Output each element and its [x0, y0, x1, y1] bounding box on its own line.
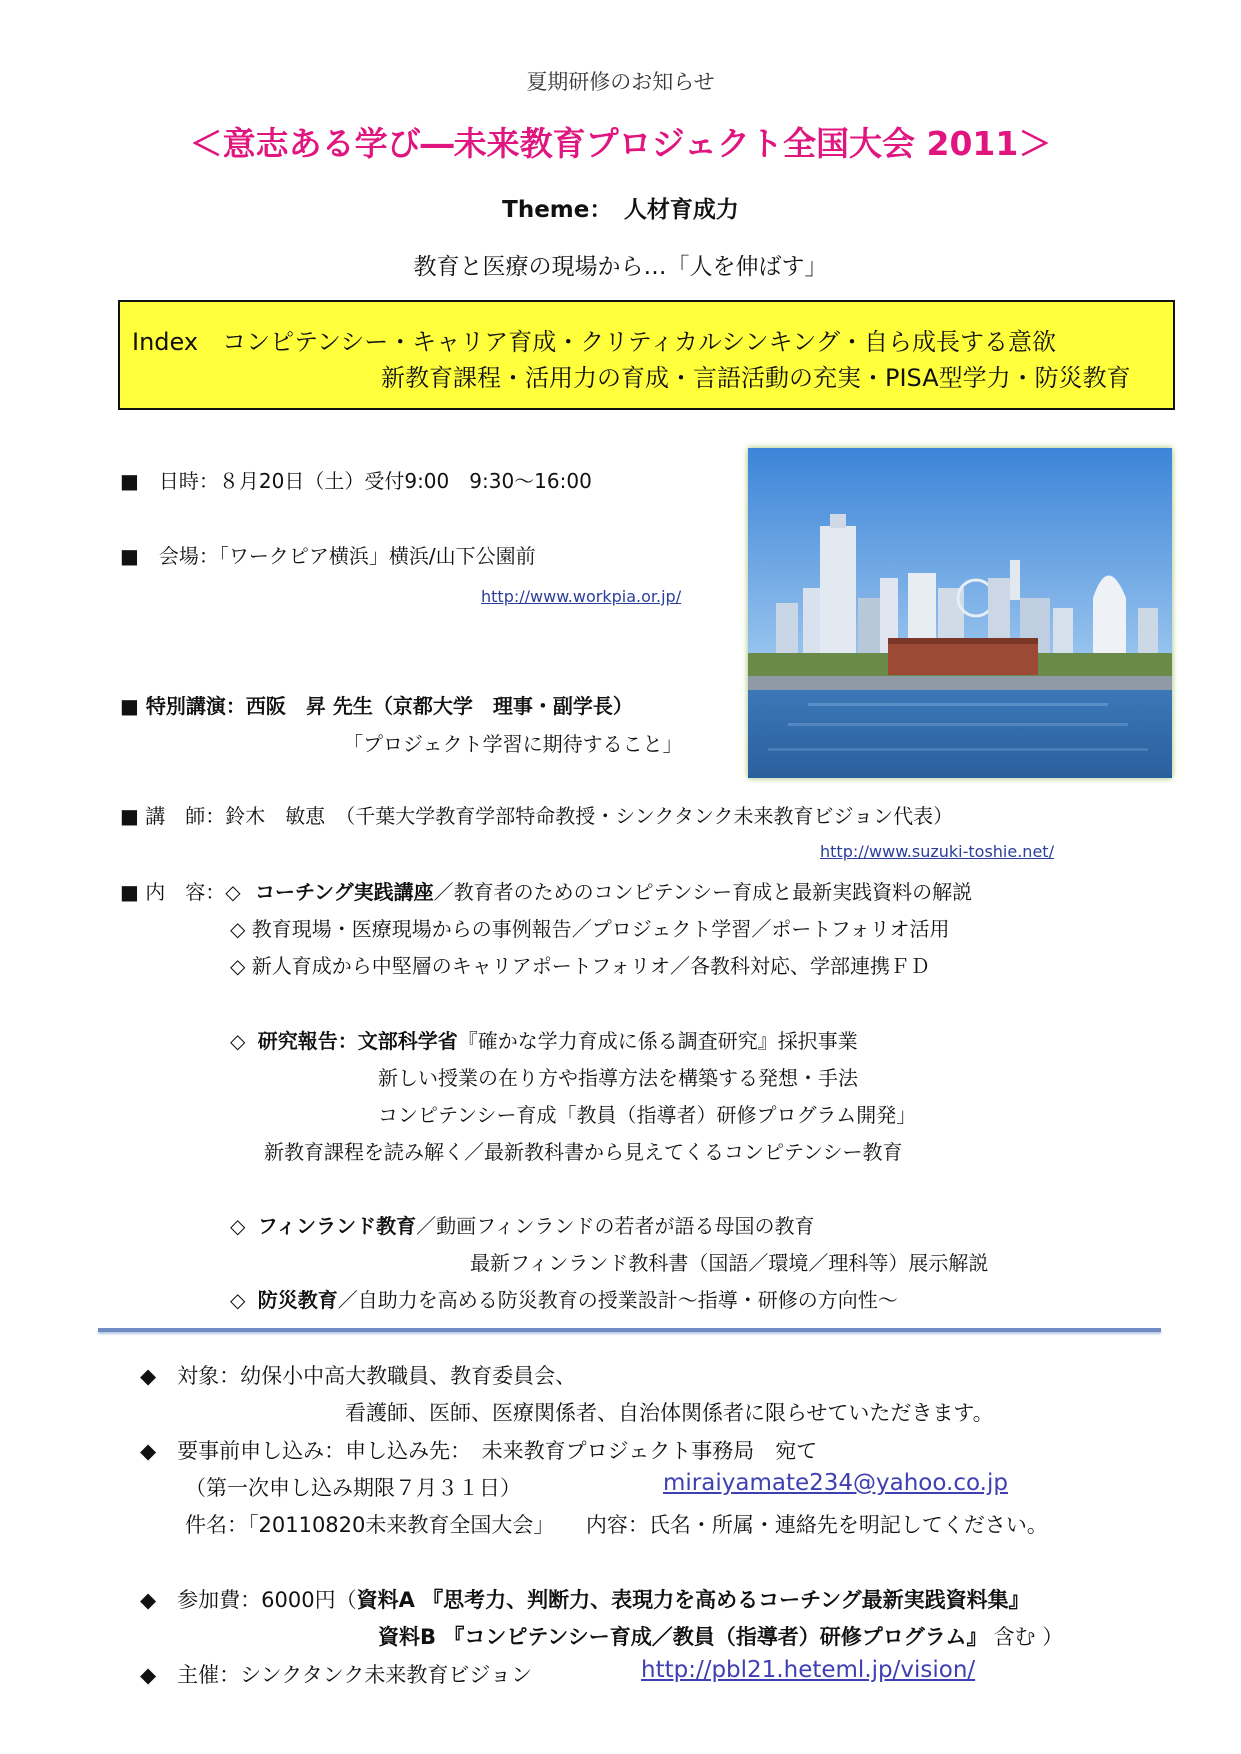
content-row-10 — [230, 1284, 898, 1313]
content-8-mark: ◇ — [230, 1214, 246, 1238]
content-label: ■ 内 容：◇ — [120, 880, 241, 904]
content-row-9: 最新フィンランド教科書（国語／環境／理科等）展示解説 — [470, 1251, 989, 1275]
lecturer-link[interactable]: http://www.suzuki-toshie.net/ — [820, 842, 1054, 861]
email-subject-instructions: 件名：「20110820未来教育全国大会」 内容：氏名・所属・連絡先を明記してください。 — [185, 1513, 1048, 1537]
fee-material-b: 資料B 『コンピテンシー育成／教員（指導者）研修プログラム』 — [378, 1625, 988, 1649]
contact-email-link[interactable]: miraiyamate234@yahoo.co.jp — [663, 1470, 1008, 1496]
subtitle: 教育と医療の現場から…「人を伸ばす」 — [413, 254, 828, 280]
organizer-link[interactable]: http://pbl21.heteml.jp/vision/ — [641, 1657, 976, 1683]
venue-link[interactable]: http://www.workpia.or.jp/ — [481, 587, 682, 606]
content-10-text: ／自助力を高める防災教育の授業設計〜指導・研修の方向性〜 — [337, 1288, 898, 1312]
content-10-heading: 防災教育 — [257, 1288, 338, 1312]
special-lecture-title: 「プロジェクト学習に期待すること」 — [343, 732, 683, 756]
fee-prefix: ◆ 参加費：6000円（ — [140, 1588, 357, 1612]
fee-line-1 — [140, 1584, 1030, 1614]
notice-kicker: 夏期研修のお知らせ — [526, 70, 715, 94]
content-row-8 — [230, 1210, 815, 1239]
yokohama-skyline-photo — [748, 448, 1172, 778]
event-title: ＜意志ある学び―未来教育プロジェクト全国大会 2011＞ — [189, 124, 1052, 163]
datetime: ■ 日時：８月20日（土）受付9:00 9:30〜16:00 — [120, 469, 592, 493]
content-row-1 — [120, 876, 972, 905]
section-divider — [98, 1328, 1161, 1332]
content-row-3: ◇ 新人育成から中堅層のキャリアポートフォリオ／各教科対応、学部連携ＦＤ — [230, 954, 930, 978]
content-row-6: コンピテンシー育成「教員（指導者）研修プログラム開発」 — [378, 1103, 917, 1127]
special-lecture: ■ 特別講演：西阪 昇 先生（京都大学 理事・副学長） — [120, 694, 633, 718]
application-deadline: （第一次申し込み期限７月３１日） — [185, 1476, 521, 1500]
organizer: ◆ 主催：シンクタンク未来教育ビジョン — [140, 1663, 532, 1687]
content-row-7: 新教育課程を読み解く／最新教科書から見えてくるコンピテンシー教育 — [264, 1140, 903, 1164]
content-row-4 — [230, 1025, 858, 1054]
content-row-5: 新しい授業の在り方や指導方法を構築する発想・手法 — [378, 1066, 858, 1090]
lecturer: ■ 講 師：鈴木 敏恵 （千葉大学教育学部特命教授・シンクタンク未来教育ビジョン代表） — [120, 804, 954, 828]
content-10-mark: ◇ — [230, 1288, 246, 1312]
target-audience-2: 看護師、医師、医療関係者、自治体関係者に限らせていただきます。 — [345, 1401, 994, 1425]
content-row-2: ◇ 教育現場・医療現場からの事例報告／プロジェクト学習／ポートフォリオ活用 — [230, 917, 950, 941]
content-4-mark: ◇ — [230, 1029, 246, 1053]
fee-includes: 含む ） — [993, 1625, 1064, 1649]
content-4-heading: 研究報告：文部科学省 — [257, 1029, 458, 1053]
content-8-text: ／動画フィンランドの若者が語る母国の教育 — [416, 1214, 815, 1238]
venue: ■ 会場：「ワークピア横浜」横浜/山下公園前 — [120, 544, 536, 568]
index-line-1: Index コンピテンシー・キャリア育成・クリティカルシンキング・自ら成長する意欲 — [132, 328, 1056, 356]
theme-line: Theme： 人材育成力 — [502, 197, 739, 223]
index-line-2: 新教育課程・活用力の育成・言語活動の充実・PISA型学力・防災教育 — [381, 364, 1131, 392]
content-1-heading: コーチング実践講座 — [255, 880, 434, 904]
fee-line-2 — [378, 1621, 1063, 1651]
content-8-heading: フィンランド教育 — [257, 1214, 417, 1238]
fee-material-a: 資料A 『思考力、判断力、表現力を高めるコーチング最新実践資料集』 — [356, 1588, 1030, 1612]
content-1-text: ／教育者のためのコンピテンシー育成と最新実践資料の解説 — [433, 880, 973, 904]
content-4-text: 『確かな学力育成に係る調査研究』採択事業 — [457, 1029, 858, 1053]
application-info: ◆ 要事前申し込み：申し込み先： 未来教育プロジェクト事務局 宛て — [140, 1439, 818, 1463]
target-audience: ◆ 対象：幼保小中高大教職員、教育委員会、 — [140, 1364, 577, 1388]
